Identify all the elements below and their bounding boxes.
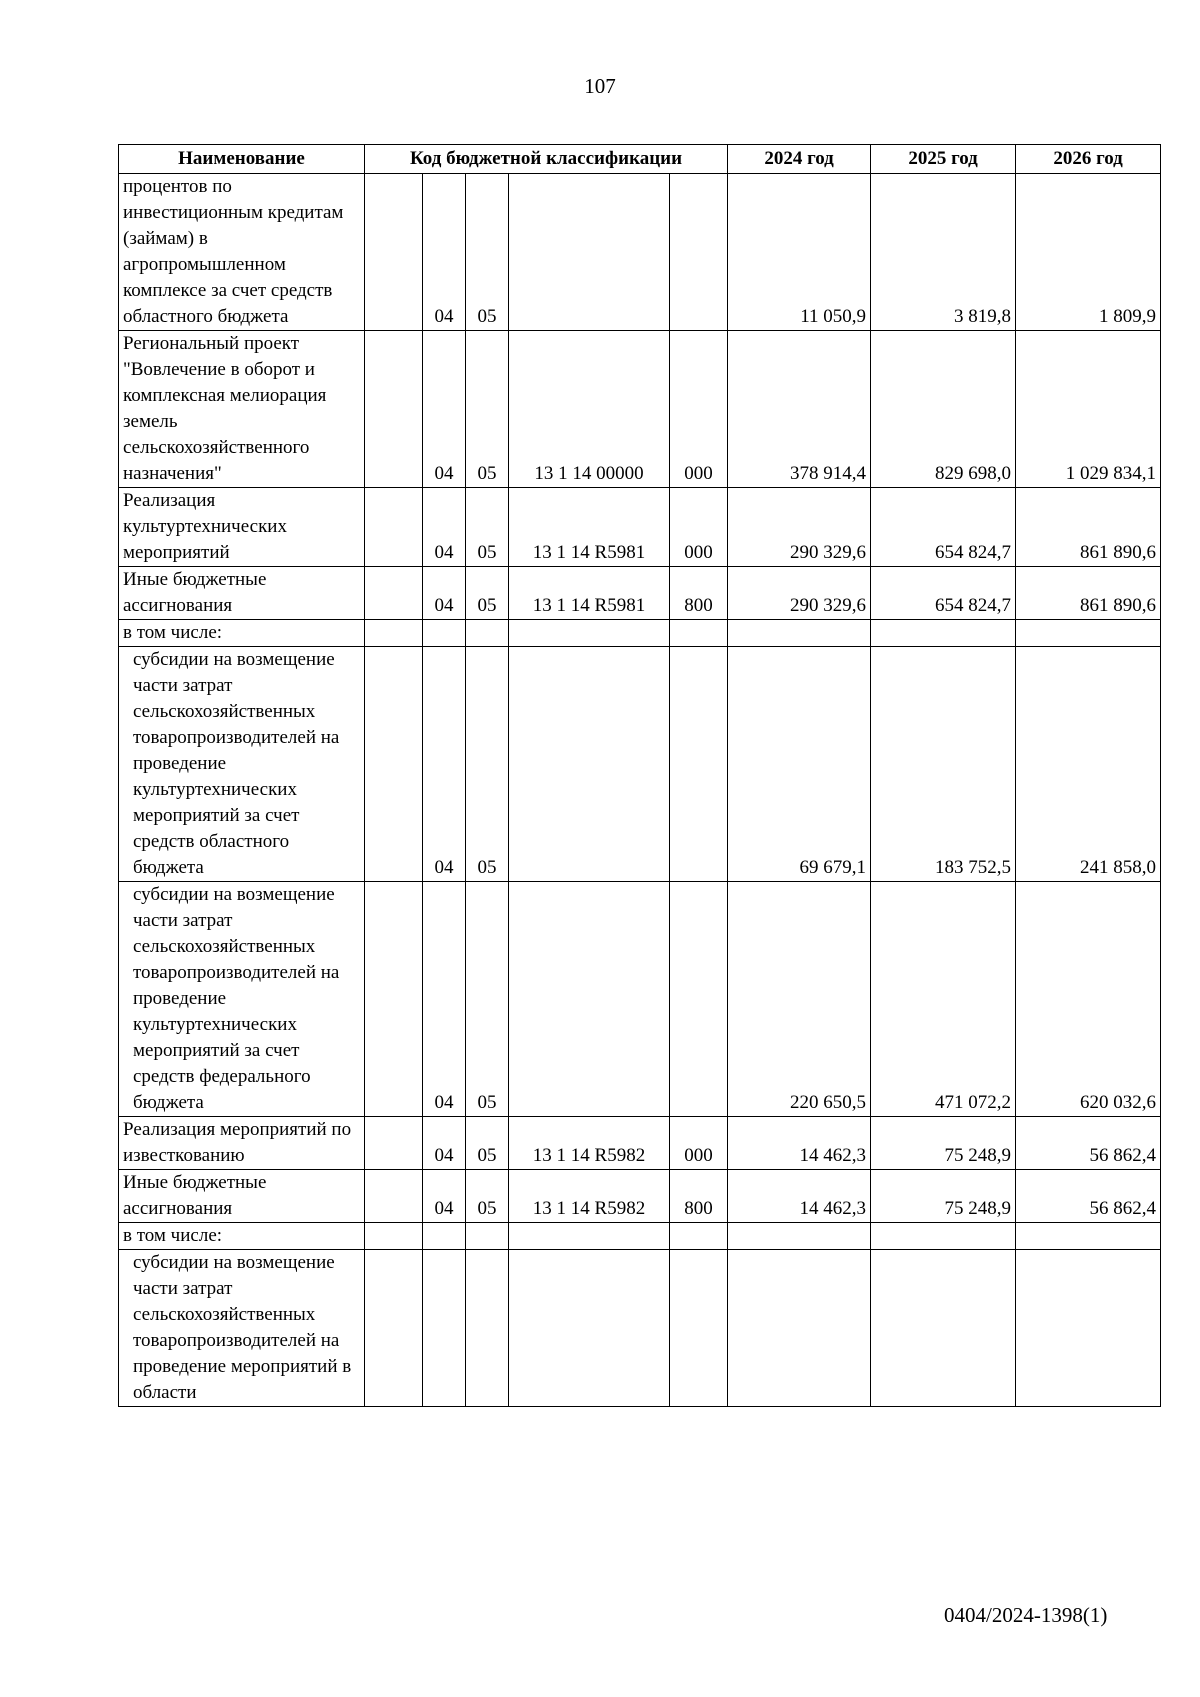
- row-subsection: 05: [466, 331, 509, 488]
- header-name: Наименование: [119, 145, 365, 174]
- row-subsection: 05: [466, 647, 509, 882]
- row-expense-type: [670, 882, 728, 1117]
- row-blank-code: [365, 1250, 423, 1407]
- row-name: в том числе:: [119, 1223, 365, 1250]
- row-section: 04: [423, 174, 466, 331]
- row-name: Региональный проект "Вовлечение в оборот и комплексная мелиорация земель сельскохозяйственного назначения": [119, 331, 365, 488]
- header-2026: 2026 год: [1016, 145, 1161, 174]
- document-id: 0404/2024-1398(1): [944, 1603, 1108, 1627]
- row-target-article: [509, 1250, 670, 1407]
- row-2024: 14 462,3: [728, 1170, 871, 1223]
- row-2025: [871, 1250, 1016, 1407]
- row-subsection: 05: [466, 567, 509, 620]
- table-row: [119, 488, 1161, 567]
- header-2025: 2025 год: [871, 145, 1016, 174]
- row-section: 04: [423, 331, 466, 488]
- row-target-article: [509, 1223, 670, 1250]
- row-2024: 290 329,6: [728, 488, 871, 567]
- row-expense-type: 000: [670, 488, 728, 567]
- row-section: 04: [423, 567, 466, 620]
- row-name: Иные бюджетные ассигнования: [119, 567, 365, 620]
- row-2026: [1016, 620, 1161, 647]
- row-2024: 14 462,3: [728, 1117, 871, 1170]
- row-2026: 861 890,6: [1016, 567, 1161, 620]
- row-name: Иные бюджетные ассигнования: [119, 1170, 365, 1223]
- row-subsection: 05: [466, 174, 509, 331]
- row-2025: 3 819,8: [871, 174, 1016, 331]
- table-row: [119, 331, 1161, 488]
- row-2024: [728, 620, 871, 647]
- row-2024: 11 050,9: [728, 174, 871, 331]
- row-2025: 471 072,2: [871, 882, 1016, 1117]
- row-target-article: 13 1 14 00000: [509, 331, 670, 488]
- header-2024: 2024 год: [728, 145, 871, 174]
- row-name: субсидии на возмещение части затрат сельскохозяйственных товаропроизводителей на проведение культуртехнических мероприятий за счет средств федерального бюджета: [119, 882, 365, 1117]
- row-section: [423, 1250, 466, 1407]
- header-budget-code: Код бюджетной классификации: [365, 145, 728, 174]
- table-row: [119, 1170, 1161, 1223]
- row-name: в том числе:: [119, 620, 365, 647]
- row-target-article: 13 1 14 R5982: [509, 1170, 670, 1223]
- row-2026: [1016, 1223, 1161, 1250]
- row-target-article: [509, 647, 670, 882]
- row-2025: 75 248,9: [871, 1117, 1016, 1170]
- row-2026: 241 858,0: [1016, 647, 1161, 882]
- row-2026: [1016, 1250, 1161, 1407]
- table-row: [119, 882, 1161, 1117]
- row-target-article: 13 1 14 R5981: [509, 567, 670, 620]
- row-expense-type: [670, 1250, 728, 1407]
- row-2024: 69 679,1: [728, 647, 871, 882]
- row-target-article: 13 1 14 R5981: [509, 488, 670, 567]
- row-2026: 56 862,4: [1016, 1117, 1161, 1170]
- row-subsection: 05: [466, 488, 509, 567]
- row-2025: 654 824,7: [871, 488, 1016, 567]
- row-2024: 290 329,6: [728, 567, 871, 620]
- row-blank-code: [365, 331, 423, 488]
- row-section: [423, 1223, 466, 1250]
- row-2025: 75 248,9: [871, 1170, 1016, 1223]
- row-target-article: [509, 620, 670, 647]
- row-subsection: [466, 1250, 509, 1407]
- row-section: [423, 620, 466, 647]
- row-section: 04: [423, 882, 466, 1117]
- row-target-article: [509, 174, 670, 331]
- row-blank-code: [365, 647, 423, 882]
- row-2024: 378 914,4: [728, 331, 871, 488]
- budget-table: [118, 144, 1161, 1407]
- row-name: Реализация культуртехнических мероприятий: [119, 488, 365, 567]
- row-blank-code: [365, 488, 423, 567]
- row-section: 04: [423, 488, 466, 567]
- row-2024: [728, 1223, 871, 1250]
- table-row: [119, 1250, 1161, 1407]
- row-subsection: [466, 1223, 509, 1250]
- row-section: 04: [423, 1170, 466, 1223]
- table-row: [119, 567, 1161, 620]
- table-row: [119, 620, 1161, 647]
- row-blank-code: [365, 882, 423, 1117]
- table-row: [119, 1117, 1161, 1170]
- row-subsection: [466, 620, 509, 647]
- row-section: 04: [423, 647, 466, 882]
- row-name: Реализация мероприятий по известкованию: [119, 1117, 365, 1170]
- row-2025: [871, 620, 1016, 647]
- table-row: [119, 174, 1161, 331]
- row-expense-type: [670, 1223, 728, 1250]
- table-row: [119, 647, 1161, 882]
- row-2026: 620 032,6: [1016, 882, 1161, 1117]
- row-section: 04: [423, 1117, 466, 1170]
- row-expense-type: [670, 647, 728, 882]
- row-blank-code: [365, 620, 423, 647]
- row-expense-type: 800: [670, 1170, 728, 1223]
- row-name: субсидии на возмещение части затрат сельскохозяйственных товаропроизводителей на проведение культуртехнических мероприятий за счет средств областного бюджета: [119, 647, 365, 882]
- row-blank-code: [365, 1170, 423, 1223]
- row-2025: [871, 1223, 1016, 1250]
- row-2026: 1 029 834,1: [1016, 331, 1161, 488]
- row-2024: [728, 1250, 871, 1407]
- table-row: [119, 1223, 1161, 1250]
- row-subsection: 05: [466, 1170, 509, 1223]
- row-2024: 220 650,5: [728, 882, 871, 1117]
- row-blank-code: [365, 567, 423, 620]
- row-expense-type: [670, 174, 728, 331]
- table-header-row: [119, 145, 1161, 174]
- row-2025: 829 698,0: [871, 331, 1016, 488]
- row-expense-type: 800: [670, 567, 728, 620]
- row-target-article: 13 1 14 R5982: [509, 1117, 670, 1170]
- row-subsection: 05: [466, 882, 509, 1117]
- row-2026: 1 809,9: [1016, 174, 1161, 331]
- page-number: 107: [584, 74, 616, 98]
- row-expense-type: 000: [670, 331, 728, 488]
- row-name: процентов по инвестиционным кредитам (займам) в агропромышленном комплексе за счет средств областного бюджета: [119, 174, 365, 331]
- row-2026: 861 890,6: [1016, 488, 1161, 567]
- row-subsection: 05: [466, 1117, 509, 1170]
- row-2025: 654 824,7: [871, 567, 1016, 620]
- row-2026: 56 862,4: [1016, 1170, 1161, 1223]
- row-expense-type: [670, 620, 728, 647]
- row-target-article: [509, 882, 670, 1117]
- row-blank-code: [365, 1223, 423, 1250]
- row-blank-code: [365, 1117, 423, 1170]
- row-name: субсидии на возмещение части затрат сельскохозяйственных товаропроизводителей на проведение мероприятий в области: [119, 1250, 365, 1407]
- row-2025: 183 752,5: [871, 647, 1016, 882]
- row-blank-code: [365, 174, 423, 331]
- row-expense-type: 000: [670, 1117, 728, 1170]
